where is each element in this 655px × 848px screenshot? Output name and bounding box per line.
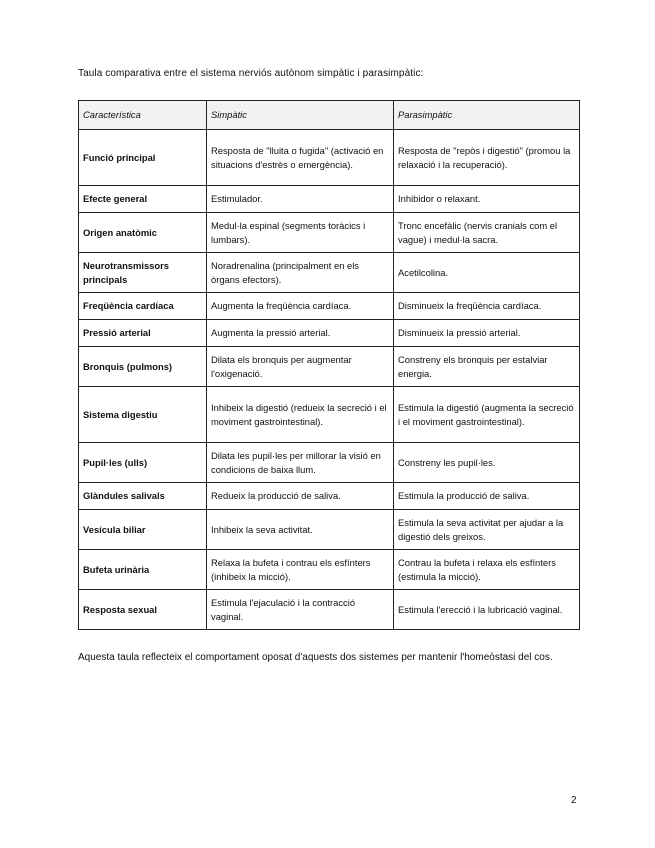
- header-feature: Característica: [79, 101, 207, 130]
- feature-cell: Freqüència cardíaca: [79, 293, 207, 320]
- parasympathetic-cell: Contrau la bufeta i relaxa els esfínters (estimula la micció).: [394, 550, 580, 590]
- table-row: [79, 253, 580, 293]
- sympathetic-cell: Augmenta la pressió arterial.: [207, 320, 394, 347]
- sympathetic-cell: Redueix la producció de saliva.: [207, 483, 394, 510]
- feature-cell: Pupil·les (ulls): [79, 443, 207, 483]
- feature-cell: Bufeta urinària: [79, 550, 207, 590]
- sympathetic-cell: Dilata els bronquis per augmentar l'oxigenació.: [207, 347, 394, 387]
- parasympathetic-cell: Estimula la digestió (augmenta la secreció i el moviment gastrointestinal).: [394, 387, 580, 443]
- conclusion-text: Aquesta taula reflecteix el comportament oposat d'aquests dos sistemes per mantenir l'homeòstasi del cos.: [78, 652, 553, 663]
- sympathetic-cell: Dilata les pupil·les per millorar la visió en condicions de baixa llum.: [207, 443, 394, 483]
- feature-cell: Sistema digestiu: [79, 387, 207, 443]
- table-row: [79, 387, 580, 443]
- table-row: [79, 213, 580, 253]
- sympathetic-cell: Estimula l'ejaculació i la contracció vaginal.: [207, 590, 394, 630]
- sympathetic-cell: Augmenta la freqüència cardíaca.: [207, 293, 394, 320]
- parasympathetic-cell: Disminueix la pressió arterial.: [394, 320, 580, 347]
- sympathetic-cell: Resposta de "lluita o fugida" (activació en situacions d'estrès o emergència).: [207, 130, 394, 186]
- feature-cell: Pressió arterial: [79, 320, 207, 347]
- parasympathetic-cell: Resposta de "repòs i digestió" (promou la relaxació i la recuperació).: [394, 130, 580, 186]
- parasympathetic-cell: Estimula la producció de saliva.: [394, 483, 580, 510]
- table-row: [79, 130, 580, 186]
- sympathetic-cell: Noradrenalina (principalment en els òrgans efectors).: [207, 253, 394, 293]
- feature-cell: Funció principal: [79, 130, 207, 186]
- feature-cell: Vesícula biliar: [79, 510, 207, 550]
- feature-cell: Resposta sexual: [79, 590, 207, 630]
- page-number: 2: [571, 795, 577, 806]
- feature-cell: Origen anatòmic: [79, 213, 207, 253]
- feature-cell: Glàndules salivals: [79, 483, 207, 510]
- sympathetic-cell: Relaxa la bufeta i contrau els esfínters (inhibeix la micció).: [207, 550, 394, 590]
- parasympathetic-cell: Constreny els bronquis per estalviar energia.: [394, 347, 580, 387]
- intro-text: Taula comparativa entre el sistema nerviós autònom simpàtic i parasimpàtic:: [78, 68, 424, 79]
- header-parasympathetic: Parasimpàtic: [394, 101, 580, 130]
- feature-cell: Neurotransmissors principals: [79, 253, 207, 293]
- table-row: [79, 320, 580, 347]
- sympathetic-cell: Inhibeix la seva activitat.: [207, 510, 394, 550]
- table-header-row: [79, 101, 580, 130]
- table-row: [79, 550, 580, 590]
- feature-cell: Bronquis (pulmons): [79, 347, 207, 387]
- parasympathetic-cell: Disminueix la freqüència cardíaca.: [394, 293, 580, 320]
- parasympathetic-cell: Constreny les pupil·les.: [394, 443, 580, 483]
- parasympathetic-cell: Inhibidor o relaxant.: [394, 186, 580, 213]
- table-row: [79, 443, 580, 483]
- table-row: [79, 347, 580, 387]
- parasympathetic-cell: Estimula la seva activitat per ajudar a la digestió dels greixos.: [394, 510, 580, 550]
- table-row: [79, 293, 580, 320]
- parasympathetic-cell: Estimula l'erecció i la lubricació vaginal.: [394, 590, 580, 630]
- sympathetic-cell: Medul·la espinal (segments toràcics i lumbars).: [207, 213, 394, 253]
- table-row: [79, 186, 580, 213]
- table-row: [79, 510, 580, 550]
- table-row: [79, 483, 580, 510]
- feature-cell: Efecte general: [79, 186, 207, 213]
- header-sympathetic: Simpàtic: [207, 101, 394, 130]
- sympathetic-cell: Inhibeix la digestió (redueix la secreció i el moviment gastrointestinal).: [207, 387, 394, 443]
- parasympathetic-cell: Acetilcolina.: [394, 253, 580, 293]
- comparison-table: [78, 100, 580, 630]
- parasympathetic-cell: Tronc encefàlic (nervis cranials com el vague) i medul·la sacra.: [394, 213, 580, 253]
- table-row: [79, 590, 580, 630]
- sympathetic-cell: Estimulador.: [207, 186, 394, 213]
